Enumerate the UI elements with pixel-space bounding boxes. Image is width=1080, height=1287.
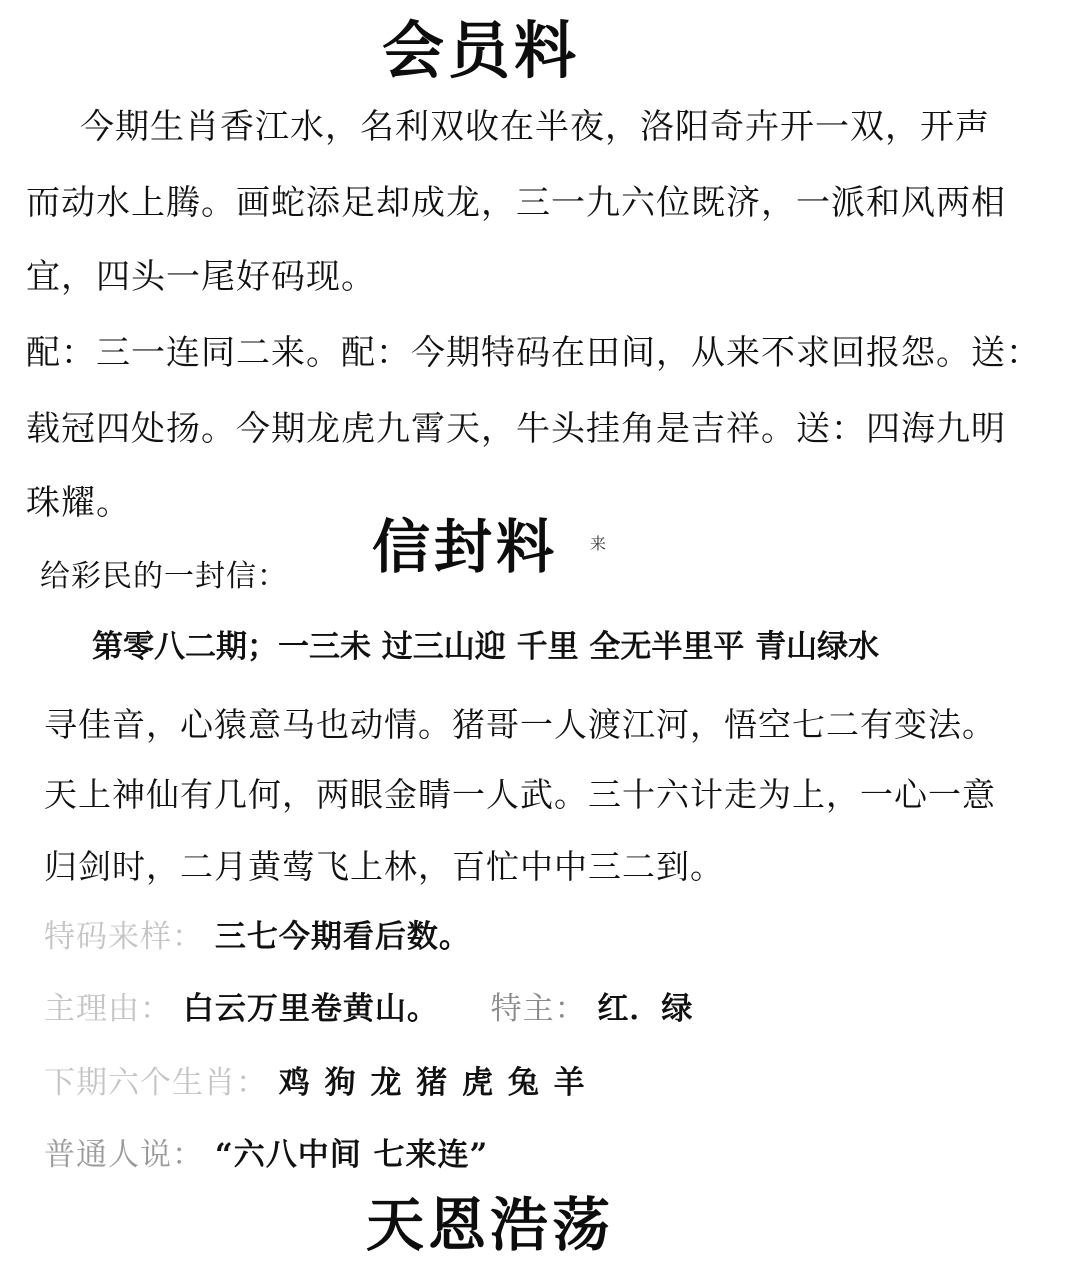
member-line-5: 载冠四处扬。今期龙虎九霄天，牛头挂角是吉祥。送：四海九明	[26, 409, 1006, 449]
special-main-value: 红．绿	[597, 991, 694, 1027]
letter-intro: 给彩民的一封信：	[40, 559, 288, 594]
side-mark: 来	[590, 534, 607, 553]
letter-line-2: 天上神仙有几何，两眼金睛一人武。三十六计走为上，一心一意	[44, 775, 996, 814]
member-line-6: 珠耀。	[26, 483, 131, 523]
common-saying-label: 普通人说：	[44, 1137, 204, 1173]
main-reason-label: 主理由：	[44, 991, 172, 1027]
letter-section-title: 信封料	[372, 513, 559, 581]
special-code-value: 三七今期看后数。	[214, 919, 471, 955]
special-code-row	[44, 919, 471, 955]
special-main-label: 特主：	[490, 991, 587, 1027]
common-saying-row	[44, 1137, 489, 1173]
footer-title: 天恩浩荡	[366, 1191, 615, 1259]
member-line-1: 今期生肖香江水，名利双收在半夜，洛阳奇卉开一双，开声	[80, 107, 990, 147]
letter-line-3: 归剑时，二月黄莺飞上林，百忙中中三二到。	[44, 847, 724, 886]
main-reason-row	[44, 991, 694, 1027]
main-reason-value: 白云万里卷黄山。	[182, 991, 439, 1027]
member-line-4: 配：三一连同二来。配：今期特码在田间，从来不求回报怨。送：	[26, 333, 1041, 373]
zodiac-row	[44, 1065, 587, 1101]
member-line-3: 宜，四头一尾好码现。	[26, 257, 376, 297]
zodiac-value: 鸡 狗 龙 猪 虎 兔 羊	[278, 1065, 587, 1101]
member-line-2: 而动水上腾。画蛇添足却成龙，三一九六位既济，一派和风两相	[26, 183, 1006, 223]
member-section-title: 会员料	[382, 14, 581, 87]
special-code-label: 特码来样：	[44, 919, 204, 955]
letter-issue-line: 第零八二期；一三未 过三山迎 千里 全无半里平 青山绿水	[92, 629, 880, 665]
zodiac-label: 下期六个生肖：	[44, 1065, 268, 1101]
letter-line-1: 寻佳音，心猿意马也动情。猪哥一人渡江河，悟空七二有变法。	[44, 705, 996, 744]
common-saying-value: “六八中间 七来连”	[214, 1137, 489, 1173]
